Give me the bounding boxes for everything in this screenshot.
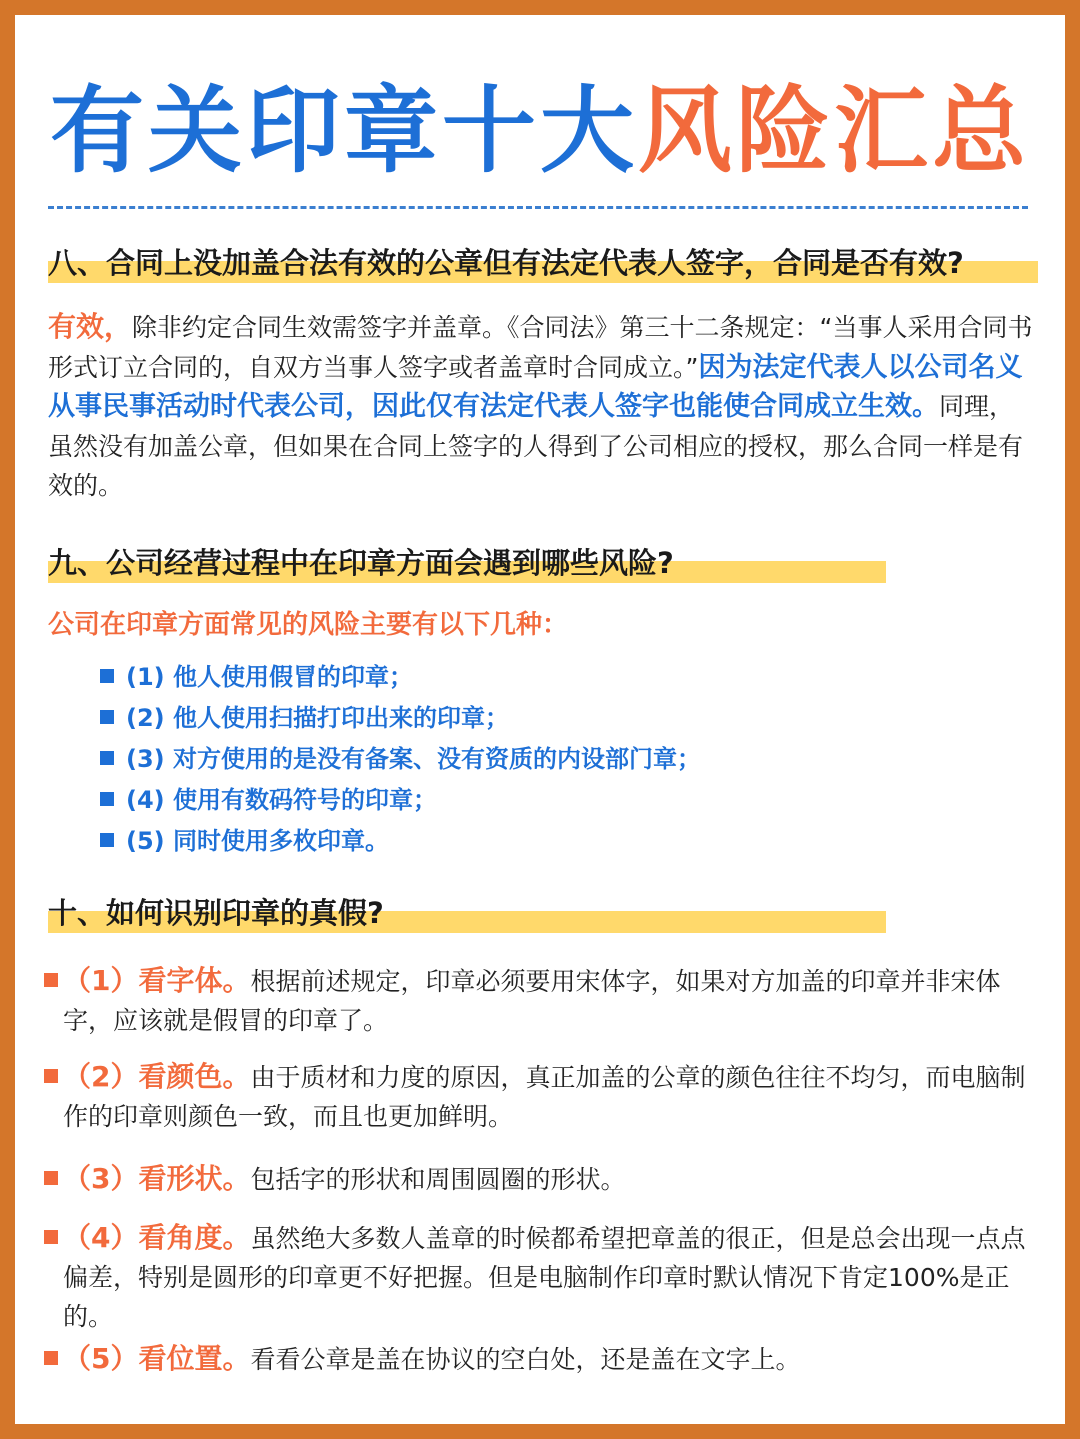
square-bullet-icon (44, 1351, 58, 1365)
title-orange-part: 风险汇总 (638, 77, 1031, 186)
square-bullet-icon (44, 973, 58, 987)
identify-label: （4）看角度。 (63, 1221, 251, 1254)
square-bullet-icon (44, 1171, 58, 1185)
section10-heading (48, 893, 384, 933)
identify-text: 包括字的形状和周围圆圈的形状。 (250, 1165, 626, 1194)
identify-text: 虽然绝大多数人盖章的时候都希望把章盖的很正，但是总会出现一点点偏差，特别是圆形的印章更不好把握。但是电脑制作印章时默认情况下肯定100%是正的。 (63, 1224, 1026, 1331)
identify-item-shape (63, 1159, 1038, 1199)
square-bullet-icon (100, 710, 114, 724)
square-bullet-icon (100, 792, 114, 806)
identify-label: （2）看颜色。 (63, 1060, 251, 1093)
list-item (100, 700, 701, 741)
identify-item-color (63, 1057, 1038, 1136)
identify-label: （5）看位置。 (63, 1342, 251, 1375)
section10-heading-text: 十、如何识别印章的真假? (48, 896, 384, 930)
square-bullet-icon (100, 751, 114, 765)
square-bullet-icon (44, 1069, 58, 1083)
list-item (100, 741, 701, 782)
risk-item-text: (2) 他人使用扫描打印出来的印章； (126, 704, 509, 732)
square-bullet-icon (44, 1230, 58, 1244)
section8-answer (48, 307, 1038, 506)
answer-text-b: 同理，虽然没有加盖公章，但如果在合同上签字的人得到了公司相应的授权，那么合同一样是有效的。 (48, 392, 1024, 500)
risk-item-text: (1) 他人使用假冒的印章； (126, 663, 413, 691)
section8-heading-text: 八、合同上没加盖合法有效的公章但有法定代表人签字，合同是否有效? (48, 246, 964, 280)
risk-item-text: (4) 使用有数码符号的印章； (126, 786, 437, 814)
answer-label: 有效， (48, 310, 133, 343)
identify-text: 根据前述规定，印章必须要用宋体字，如果对方加盖的印章并非宋体字，应该就是假冒的印章了。 (63, 967, 1001, 1035)
section9-heading-text: 九、公司经营过程中在印章方面会遇到哪些风险? (48, 546, 674, 580)
dashed-divider (48, 206, 1028, 209)
list-item (100, 659, 701, 700)
section9-lead: 公司在印章方面常见的风险主要有以下几种： (48, 610, 569, 640)
square-bullet-icon (100, 669, 114, 683)
square-bullet-icon (100, 833, 114, 847)
page-title (15, 77, 1065, 187)
list-item (100, 782, 701, 823)
identify-item-angle (63, 1218, 1038, 1336)
section9-heading (48, 543, 674, 583)
title-blue-part: 有关印章十大 (49, 77, 638, 186)
identify-text: 由于质材和力度的原因，真正加盖的公章的颜色往往不均匀，而电脑制作的印章则颜色一致，而且也更加鲜明。 (63, 1063, 1026, 1131)
risk-item-text: (5) 同时使用多枚印章。 (126, 827, 389, 855)
risk-item-text: (3) 对方使用的是没有备案、没有资质的内设部门章； (126, 745, 701, 773)
risk-list (100, 659, 701, 864)
identify-item-position (63, 1339, 1038, 1379)
identify-item-font (63, 961, 1038, 1040)
identify-label: （3）看形状。 (63, 1162, 251, 1195)
identify-label: （1）看字体。 (63, 964, 251, 997)
answer-highlight: 因为法定代表人以公司名义从事民事活动时代表公司，因此仅有法定代表人签字也能使合同成立生效。 (48, 351, 1023, 422)
content-card (15, 15, 1065, 1424)
section8-heading (48, 243, 964, 283)
identify-text: 看看公章是盖在协议的空白处，还是盖在文字上。 (250, 1345, 801, 1374)
list-item (100, 823, 701, 864)
answer-text-a: 除非约定合同生效需签字并盖章。《合同法》第三十二条规定：“当事人采用合同书形式订立合同的，自双方当事人签字或者盖章时合同成立。” (48, 313, 1033, 382)
